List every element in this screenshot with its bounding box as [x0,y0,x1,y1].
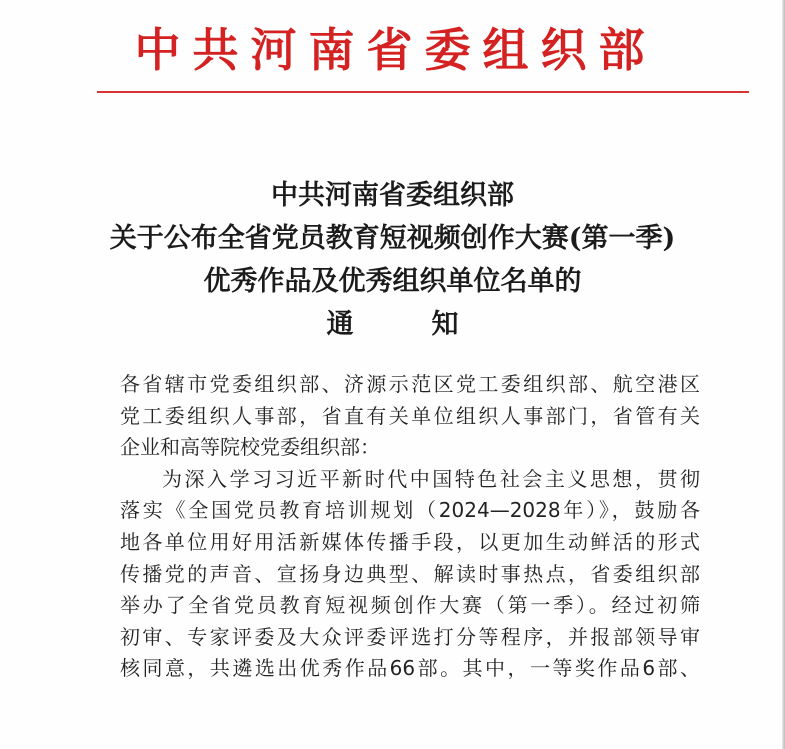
paragraph-line: 传播党的声音、宣扬身边典型、解读时事热点，省委组织部 [120,561,700,586]
title-line-notice: 通知 [326,309,537,340]
paragraph-line: 为深入学习习近平新时代中国特色社会主义思想，贯彻 [162,466,700,491]
notice-title [0,174,785,346]
paragraph-line: 地各单位用好用活新媒体传播手段，以更加生动鲜活的形式 [120,529,700,554]
title-line-3: 优秀作品及优秀组织单位名单的 [203,266,582,297]
paragraph-line: 初审、专家评委及大众评委评选打分等程序，并报部领导审 [120,624,700,649]
recipient-line: 党工委组织人事部，省直有关单位组织人事部门，省管有关 [120,403,700,428]
recipient-line: 各省辖市党委组织部、济源示范区党工委组织部、航空港区 [120,372,700,396]
paragraph-line: 核同意，共遴选出优秀作品66部。其中，一等奖作品6部、 [120,656,700,681]
paragraph-line: 举办了全省党员教育短视频创作大赛（第一季）。经过初筛 [120,593,700,618]
recipient-line: 企业和高等院校党委组织部： [120,435,380,460]
notice-body [120,369,700,685]
paragraph-line: 落实《全国党员教育培训规划（2024—2028年）》，鼓励各 [120,498,700,523]
letterhead-red-rule [97,91,749,93]
letterhead-title: 中共河南省委组织部 [134,23,657,77]
title-line-2: 关于公布全省党员教育短视频创作大赛(第一季) [109,223,676,254]
title-line-1: 中共河南省委组织部 [271,180,514,211]
